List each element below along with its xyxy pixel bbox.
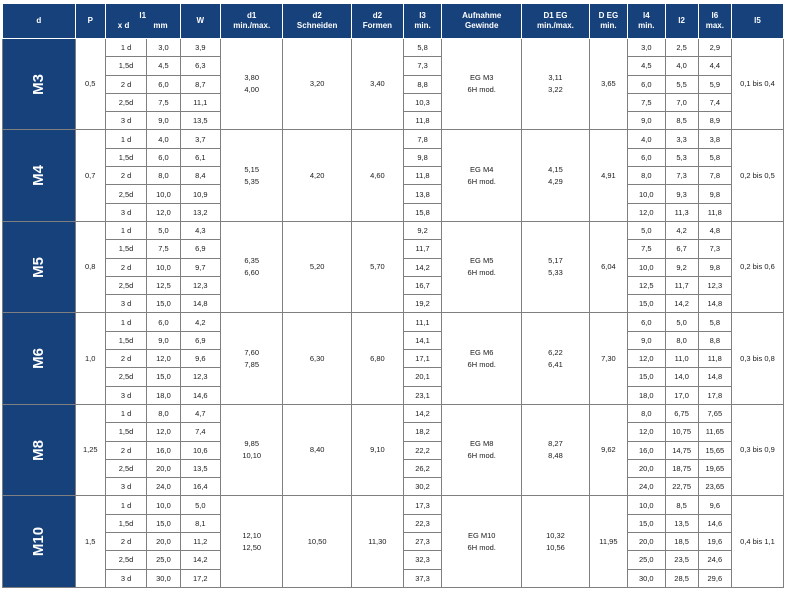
thread-spec-table [2,3,784,588]
l6-cell: 5,8 [698,148,731,166]
l1-mm-cell: 18,0 [147,386,180,404]
l1-xd-cell: 2,5d [105,93,147,111]
l1-mm-cell: 30,0 [147,569,180,587]
l2-cell: 14,75 [665,441,698,459]
aufnahme-cell: EG M4 6H mod. [442,130,522,221]
d1-eg-cell: 10,32 10,56 [522,496,590,587]
l1-xd-cell: 2,5d [105,368,147,386]
l6-cell: 5,9 [698,75,731,93]
l2-cell: 10,75 [665,423,698,441]
l6-cell: 7,65 [698,404,731,422]
l4-cell: 6,0 [628,75,665,93]
w-cell: 3,7 [180,130,221,148]
l2-cell: 18,5 [665,533,698,551]
header-p: P [75,4,105,39]
l1-xd-cell: 2,5d [105,276,147,294]
l2-cell: 14,0 [665,368,698,386]
w-cell: 12,3 [180,368,221,386]
l5-cell: 0,1 bis 0,4 [731,39,783,130]
l4-cell: 10,0 [628,258,665,276]
l2-cell: 5,0 [665,313,698,331]
l1-mm-cell: 9,0 [147,112,180,130]
header-l4: l4 min. [628,4,665,39]
aufnahme-cell: EG M10 6H mod. [442,496,522,587]
l2-cell: 3,3 [665,130,698,148]
l1-mm-cell: 9,0 [147,331,180,349]
l1-xd-cell: 2 d [105,75,147,93]
d1-cell: 5,15 5,35 [221,130,283,221]
thread-size-label: M8 [3,404,76,495]
d-eg-cell: 7,30 [589,313,627,404]
l4-cell: 9,0 [628,112,665,130]
l2-cell: 14,2 [665,295,698,313]
l2-cell: 11,0 [665,350,698,368]
w-cell: 8,7 [180,75,221,93]
thread-size-label: M10 [3,496,76,587]
l6-cell: 2,9 [698,39,731,57]
l1-mm-cell: 20,0 [147,459,180,477]
l6-cell: 19,65 [698,459,731,477]
d-eg-cell: 6,04 [589,221,627,312]
l3-cell: 7,8 [403,130,441,148]
l1-xd-cell: 3 d [105,203,147,221]
l5-cell: 0,3 bis 0,9 [731,404,783,495]
l6-cell: 7,8 [698,167,731,185]
w-cell: 13,5 [180,112,221,130]
pitch-cell: 0,7 [75,130,105,221]
l4-cell: 6,0 [628,148,665,166]
aufnahme-cell: EG M6 6H mod. [442,313,522,404]
l6-cell: 4,4 [698,57,731,75]
l1-xd-cell: 1,5d [105,423,147,441]
w-cell: 10,9 [180,185,221,203]
w-cell: 14,2 [180,551,221,569]
w-cell: 11,1 [180,93,221,111]
d2-schneiden-cell: 10,50 [283,496,352,587]
l3-cell: 15,8 [403,203,441,221]
l4-cell: 15,0 [628,368,665,386]
l6-cell: 9,8 [698,258,731,276]
l3-cell: 16,7 [403,276,441,294]
w-cell: 4,7 [180,404,221,422]
header-d: d [3,4,76,39]
l4-cell: 16,0 [628,441,665,459]
l4-cell: 12,0 [628,423,665,441]
l6-cell: 9,6 [698,496,731,514]
l2-cell: 4,0 [665,57,698,75]
l1-mm-cell: 15,0 [147,368,180,386]
w-cell: 8,4 [180,167,221,185]
table-row [3,39,784,57]
l2-cell: 8,5 [665,496,698,514]
d1-eg-cell: 8,27 8,48 [522,404,590,495]
l2-cell: 5,3 [665,148,698,166]
l6-cell: 7,4 [698,93,731,111]
table-body [3,39,784,588]
l4-cell: 20,0 [628,533,665,551]
l1-xd-cell: 3 d [105,295,147,313]
l6-cell: 14,6 [698,514,731,532]
l1-xd-cell: 1,5d [105,240,147,258]
d2-schneiden-cell: 8,40 [283,404,352,495]
l4-cell: 15,0 [628,514,665,532]
d1-eg-cell: 6,22 6,41 [522,313,590,404]
l2-cell: 4,2 [665,221,698,239]
header-l5: l5 [731,4,783,39]
w-cell: 6,1 [180,148,221,166]
d1-cell: 3,80 4,00 [221,39,283,130]
l3-cell: 22,2 [403,441,441,459]
l3-cell: 9,8 [403,148,441,166]
header-l6: l6 max. [698,4,731,39]
header-l1-xd: x d [117,21,130,30]
l1-xd-cell: 2,5d [105,459,147,477]
l2-cell: 17,0 [665,386,698,404]
d2-formen-cell: 5,70 [351,221,403,312]
header-w: W [180,4,221,39]
l2-cell: 11,7 [665,276,698,294]
l1-mm-cell: 6,0 [147,75,180,93]
l3-cell: 18,2 [403,423,441,441]
w-cell: 4,2 [180,313,221,331]
l1-mm-cell: 20,0 [147,533,180,551]
l1-mm-cell: 15,0 [147,514,180,532]
l1-mm-cell: 12,0 [147,203,180,221]
table-row [3,404,784,422]
l4-cell: 12,5 [628,276,665,294]
l1-mm-cell: 7,5 [147,93,180,111]
l3-cell: 14,2 [403,404,441,422]
thread-size-label: M6 [3,313,76,404]
l1-xd-cell: 3 d [105,478,147,496]
w-cell: 10,6 [180,441,221,459]
d1-cell: 12,10 12,50 [221,496,283,587]
l4-cell: 3,0 [628,39,665,57]
w-cell: 7,4 [180,423,221,441]
w-cell: 13,2 [180,203,221,221]
aufnahme-cell: EG M5 6H mod. [442,221,522,312]
l4-cell: 18,0 [628,386,665,404]
l1-mm-cell: 8,0 [147,167,180,185]
l4-cell: 6,0 [628,313,665,331]
l3-cell: 14,1 [403,331,441,349]
w-cell: 14,6 [180,386,221,404]
l3-cell: 32,3 [403,551,441,569]
l4-cell: 4,0 [628,130,665,148]
aufnahme-cell: EG M8 6H mod. [442,404,522,495]
thread-size-label: M3 [3,39,76,130]
l2-cell: 23,5 [665,551,698,569]
l6-cell: 17,8 [698,386,731,404]
d-eg-cell: 9,62 [589,404,627,495]
l6-cell: 19,6 [698,533,731,551]
l2-cell: 6,75 [665,404,698,422]
w-cell: 6,9 [180,240,221,258]
table-row [3,130,784,148]
d2-schneiden-cell: 6,30 [283,313,352,404]
table-row [3,496,784,514]
l1-mm-cell: 8,0 [147,404,180,422]
l2-cell: 22,75 [665,478,698,496]
l1-mm-cell: 4,5 [147,57,180,75]
d2-formen-cell: 3,40 [351,39,403,130]
l1-xd-cell: 1,5d [105,514,147,532]
w-cell: 9,7 [180,258,221,276]
l6-cell: 14,8 [698,295,731,313]
l1-mm-cell: 4,0 [147,130,180,148]
l1-xd-cell: 1,5d [105,148,147,166]
w-cell: 8,1 [180,514,221,532]
l4-cell: 4,5 [628,57,665,75]
header-d2-formen: d2 Formen [351,4,403,39]
w-cell: 4,3 [180,221,221,239]
l2-cell: 8,5 [665,112,698,130]
d1-cell: 6,35 6,60 [221,221,283,312]
w-cell: 6,3 [180,57,221,75]
l4-cell: 12,0 [628,350,665,368]
header-row [3,4,784,39]
l2-cell: 7,3 [665,167,698,185]
l6-cell: 12,3 [698,276,731,294]
l3-cell: 7,3 [403,57,441,75]
l1-mm-cell: 6,0 [147,313,180,331]
l2-cell: 2,5 [665,39,698,57]
l6-cell: 11,8 [698,350,731,368]
d2-schneiden-cell: 3,20 [283,39,352,130]
l1-mm-cell: 10,0 [147,258,180,276]
thread-size-label: M4 [3,130,76,221]
d-eg-cell: 4,91 [589,130,627,221]
l3-cell: 11,8 [403,112,441,130]
w-cell: 12,3 [180,276,221,294]
l1-mm-cell: 12,5 [147,276,180,294]
l6-cell: 11,8 [698,203,731,221]
l3-cell: 26,2 [403,459,441,477]
l4-cell: 25,0 [628,551,665,569]
l1-xd-cell: 1 d [105,496,147,514]
l2-cell: 11,3 [665,203,698,221]
l1-mm-cell: 12,0 [147,350,180,368]
l3-cell: 17,1 [403,350,441,368]
header-l1 [105,4,180,39]
l1-xd-cell: 1,5d [105,331,147,349]
l1-xd-cell: 1 d [105,130,147,148]
w-cell: 11,2 [180,533,221,551]
l6-cell: 4,8 [698,221,731,239]
l2-cell: 9,2 [665,258,698,276]
l1-xd-cell: 3 d [105,112,147,130]
d1-eg-cell: 4,15 4,29 [522,130,590,221]
thread-size-label: M5 [3,221,76,312]
pitch-cell: 0,8 [75,221,105,312]
l1-mm-cell: 7,5 [147,240,180,258]
l4-cell: 5,0 [628,221,665,239]
l1-xd-cell: 2 d [105,533,147,551]
l1-mm-cell: 10,0 [147,185,180,203]
l3-cell: 8,8 [403,75,441,93]
header-d1: d1 min./max. [221,4,283,39]
table-row [3,313,784,331]
pitch-cell: 1,25 [75,404,105,495]
l1-mm-cell: 5,0 [147,221,180,239]
l3-cell: 30,2 [403,478,441,496]
header-d2-schneiden: d2 Schneiden [283,4,352,39]
pitch-cell: 1,5 [75,496,105,587]
l3-cell: 10,3 [403,93,441,111]
l5-cell: 0,2 bis 0,5 [731,130,783,221]
l1-mm-cell: 16,0 [147,441,180,459]
l1-xd-cell: 2 d [105,441,147,459]
d2-formen-cell: 9,10 [351,404,403,495]
l4-cell: 8,0 [628,404,665,422]
l4-cell: 8,0 [628,167,665,185]
l4-cell: 30,0 [628,569,665,587]
l3-cell: 11,7 [403,240,441,258]
header-l1-mm: mm [153,21,168,30]
d1-eg-cell: 3,11 3,22 [522,39,590,130]
l4-cell: 10,0 [628,496,665,514]
l4-cell: 15,0 [628,295,665,313]
d2-formen-cell: 6,80 [351,313,403,404]
w-cell: 3,9 [180,39,221,57]
l1-xd-cell: 2 d [105,258,147,276]
l6-cell: 9,8 [698,185,731,203]
header-l2: l2 [665,4,698,39]
w-cell: 13,5 [180,459,221,477]
l3-cell: 37,3 [403,569,441,587]
l3-cell: 13,8 [403,185,441,203]
d2-formen-cell: 11,30 [351,496,403,587]
d2-schneiden-cell: 4,20 [283,130,352,221]
l1-mm-cell: 15,0 [147,295,180,313]
l1-xd-cell: 1 d [105,404,147,422]
l6-cell: 29,6 [698,569,731,587]
l1-xd-cell: 1 d [105,39,147,57]
l6-cell: 14,8 [698,368,731,386]
d1-cell: 9,85 10,10 [221,404,283,495]
l6-cell: 24,6 [698,551,731,569]
l4-cell: 10,0 [628,185,665,203]
l4-cell: 12,0 [628,203,665,221]
l1-xd-cell: 1,5d [105,57,147,75]
l1-mm-cell: 3,0 [147,39,180,57]
l2-cell: 7,0 [665,93,698,111]
d-eg-cell: 3,65 [589,39,627,130]
l6-cell: 23,65 [698,478,731,496]
l1-xd-cell: 1 d [105,221,147,239]
l1-xd-cell: 3 d [105,569,147,587]
header-aufnahme: Aufnahme Gewinde [442,4,522,39]
l2-cell: 9,3 [665,185,698,203]
l6-cell: 15,65 [698,441,731,459]
l6-cell: 8,9 [698,112,731,130]
l6-cell: 5,8 [698,313,731,331]
l1-xd-cell: 3 d [105,386,147,404]
l1-mm-cell: 10,0 [147,496,180,514]
l5-cell: 0,3 bis 0,8 [731,313,783,404]
l6-cell: 7,3 [698,240,731,258]
l3-cell: 27,3 [403,533,441,551]
w-cell: 6,9 [180,331,221,349]
aufnahme-cell: EG M3 6H mod. [442,39,522,130]
l2-cell: 5,5 [665,75,698,93]
w-cell: 16,4 [180,478,221,496]
l6-cell: 8,8 [698,331,731,349]
l3-cell: 11,8 [403,167,441,185]
l4-cell: 20,0 [628,459,665,477]
l1-xd-cell: 2 d [105,350,147,368]
l5-cell: 0,4 bis 1,1 [731,496,783,587]
d2-schneiden-cell: 5,20 [283,221,352,312]
l3-cell: 22,3 [403,514,441,532]
w-cell: 9,6 [180,350,221,368]
l1-xd-cell: 2 d [105,167,147,185]
l2-cell: 18,75 [665,459,698,477]
l1-mm-cell: 24,0 [147,478,180,496]
d1-eg-cell: 5,17 5,33 [522,221,590,312]
l3-cell: 11,1 [403,313,441,331]
header-d1-eg: D1 EG min./max. [522,4,590,39]
l4-cell: 24,0 [628,478,665,496]
l3-cell: 20,1 [403,368,441,386]
l2-cell: 8,0 [665,331,698,349]
l4-cell: 7,5 [628,240,665,258]
l3-cell: 17,3 [403,496,441,514]
pitch-cell: 0,5 [75,39,105,130]
w-cell: 14,8 [180,295,221,313]
pitch-cell: 1,0 [75,313,105,404]
l6-cell: 3,8 [698,130,731,148]
d-eg-cell: 11,95 [589,496,627,587]
l2-cell: 6,7 [665,240,698,258]
l1-xd-cell: 1 d [105,313,147,331]
l3-cell: 9,2 [403,221,441,239]
w-cell: 17,2 [180,569,221,587]
l3-cell: 19,2 [403,295,441,313]
l3-cell: 5,8 [403,39,441,57]
l3-cell: 23,1 [403,386,441,404]
l1-xd-cell: 2,5d [105,185,147,203]
l1-xd-cell: 2,5d [105,551,147,569]
l6-cell: 11,65 [698,423,731,441]
header-l3: l3 min. [403,4,441,39]
l5-cell: 0,2 bis 0,6 [731,221,783,312]
l3-cell: 14,2 [403,258,441,276]
header-l1-title: l1 [139,11,147,20]
l2-cell: 28,5 [665,569,698,587]
table-row [3,221,784,239]
l4-cell: 9,0 [628,331,665,349]
header-d-eg: D EG min. [589,4,627,39]
w-cell: 5,0 [180,496,221,514]
d1-cell: 7,60 7,85 [221,313,283,404]
d2-formen-cell: 4,60 [351,130,403,221]
l1-mm-cell: 6,0 [147,148,180,166]
l1-mm-cell: 25,0 [147,551,180,569]
l1-mm-cell: 12,0 [147,423,180,441]
l2-cell: 13,5 [665,514,698,532]
l4-cell: 7,5 [628,93,665,111]
